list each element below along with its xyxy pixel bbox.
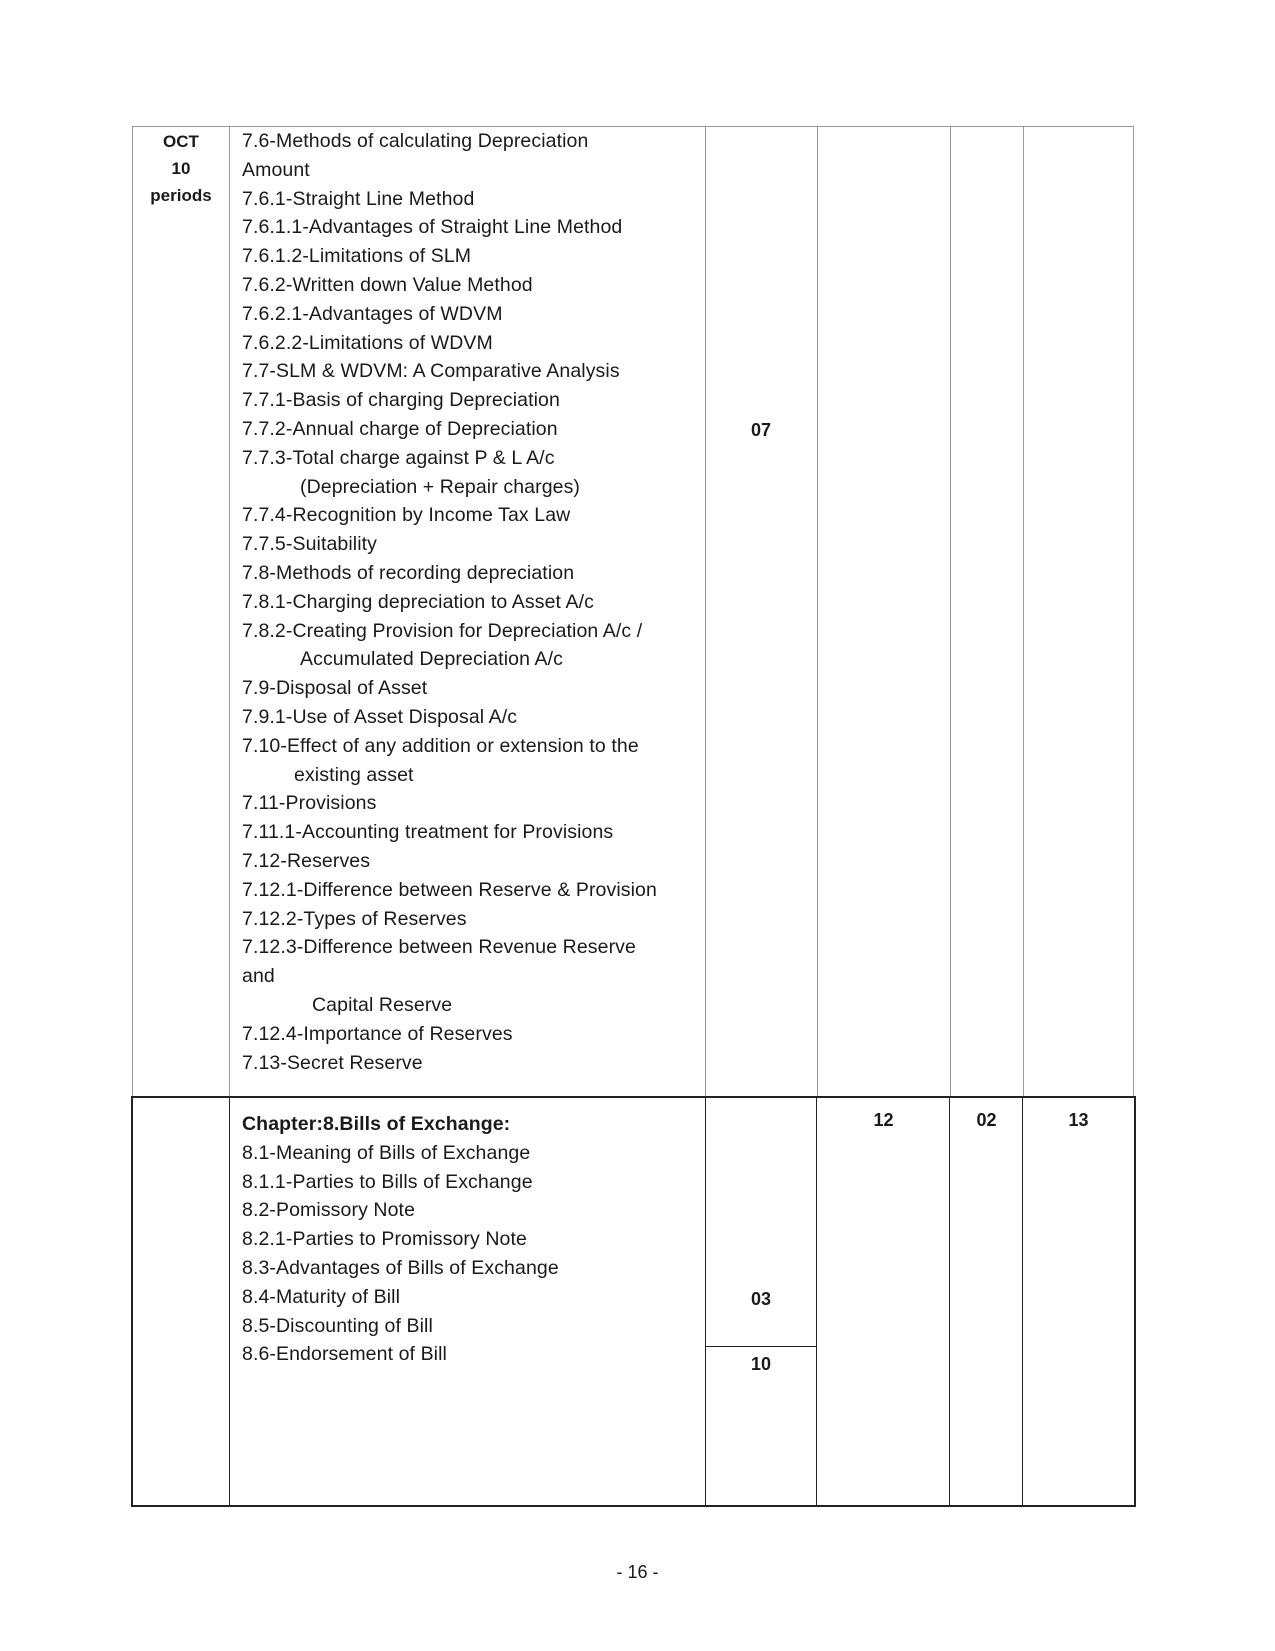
row2-col7-value: 13: [1068, 1110, 1089, 1130]
topic-line: 7.13-Secret Reserve: [242, 1051, 423, 1074]
topic-line: 8.6-Endorsement of Bill: [242, 1343, 447, 1366]
topic-line: Capital Reserve: [312, 993, 453, 1016]
topic-line: 7.6.2.1-Advantages of WDVM: [242, 302, 503, 325]
topic-line: 8.3-Advantages of Bills of Exchange: [242, 1256, 559, 1279]
month-cell: [133, 128, 229, 209]
topic-line: 7.7.1-Basis of charging Depreciation: [242, 389, 560, 412]
topic-line: and: [242, 965, 275, 988]
topic-line: 7.6.1.2-Limitations of SLM: [242, 245, 472, 268]
row2-col-border-1: [131, 1096, 133, 1507]
topic-line: 7.9-Disposal of Asset: [242, 677, 428, 700]
chapter-heading: Chapter:8.Bills of Exchange:: [242, 1113, 511, 1135]
row1-col-border-2: [229, 126, 230, 1096]
topic-line: 8.2-Pomissory Note: [242, 1199, 416, 1222]
topic-line: 7.8-Methods of recording depreciation: [242, 561, 575, 584]
month-label: OCT: [163, 132, 199, 151]
row1-col-border-1: [132, 126, 133, 1096]
topic-line: 7.6.2-Written down Value Method: [242, 273, 533, 296]
topic-line: 8.5-Discounting of Bill: [242, 1314, 433, 1337]
topic-line: 7.10-Effect of any addition or extension to the: [242, 734, 639, 757]
topic-line: (Depreciation + Repair charges): [300, 475, 581, 498]
row2-col6-value: 02: [976, 1110, 997, 1130]
row1-periods-value: 07: [750, 420, 772, 440]
row2-bottom-border: [131, 1505, 1136, 1507]
topic-line: 7.7.4-Recognition by Income Tax Law: [242, 504, 571, 527]
row2-col-border-7: [1134, 1096, 1136, 1507]
page-number: - 16 -: [616, 1562, 659, 1582]
topic-line: 8.1-Meaning of Bills of Exchange: [242, 1141, 531, 1164]
row2-top-border: [131, 1096, 1136, 1098]
topic-line: 7.7.2-Annual charge of Depreciation: [242, 417, 558, 440]
row2-col-border-2: [229, 1096, 230, 1507]
month-periods-count: 10: [171, 159, 191, 178]
topic-line: 7.7.3-Total charge against P & L A/c: [242, 446, 555, 469]
topic-line: Amount: [242, 158, 310, 181]
row1-col-border-4: [817, 126, 818, 1096]
topic-line: 7.6.1.1-Advantages of Straight Line Method: [242, 216, 623, 239]
row1-col-border-6: [1023, 126, 1024, 1096]
row2-col-border-6: [1022, 1096, 1023, 1507]
topic-line: 8.4-Maturity of Bill: [242, 1285, 401, 1308]
topic-line: 7.8.2-Creating Provision for Depreciation A/c /: [242, 619, 643, 642]
row1-col-border-5: [950, 126, 951, 1096]
topic-line: 8.1.1-Parties to Bills of Exchange: [242, 1170, 533, 1193]
topic-line: 7.9.1-Use of Asset Disposal A/c: [242, 705, 518, 728]
topic-line: 7.6-Methods of calculating Depreciation: [242, 130, 589, 152]
row2-topic-list: [242, 1110, 712, 1369]
row1-topic-list: [242, 127, 712, 1077]
row2-periods-total: 10: [750, 1354, 772, 1374]
topic-line: 7.12.1-Difference between Reserve & Provision: [242, 878, 657, 901]
periods-split-line: [705, 1346, 817, 1347]
topic-line: 7.7-SLM & WDVM: A Comparative Analysis: [242, 360, 620, 383]
topic-line: 8.2.1-Parties to Promissory Note: [242, 1228, 527, 1251]
row1-col-border-7: [1133, 126, 1134, 1096]
row2-col-border-5: [949, 1096, 950, 1507]
month-periods-label: periods: [150, 186, 212, 205]
topic-line: 7.12.3-Difference between Revenue Reserve: [242, 936, 636, 959]
topic-line: existing asset: [294, 763, 414, 786]
topic-line: 7.6.1-Straight Line Method: [242, 187, 475, 210]
topic-line: 7.6.2.2-Limitations of WDVM: [242, 331, 493, 354]
row2-periods-value: 03: [750, 1289, 772, 1309]
row2-col5-value: 12: [873, 1110, 894, 1130]
topic-line: 7.11-Provisions: [242, 792, 377, 815]
topic-line: 7.11.1-Accounting treatment for Provisions: [242, 821, 614, 844]
topic-line: 7.12.4-Importance of Reserves: [242, 1022, 513, 1045]
topic-line: 7.12-Reserves: [242, 849, 371, 872]
topic-line: 7.12.2-Types of Reserves: [242, 907, 467, 930]
topic-line: 7.7.5-Suitability: [242, 533, 378, 556]
topic-line: 7.8.1-Charging depreciation to Asset A/c: [242, 590, 594, 613]
topic-line: Accumulated Depreciation A/c: [300, 648, 563, 671]
